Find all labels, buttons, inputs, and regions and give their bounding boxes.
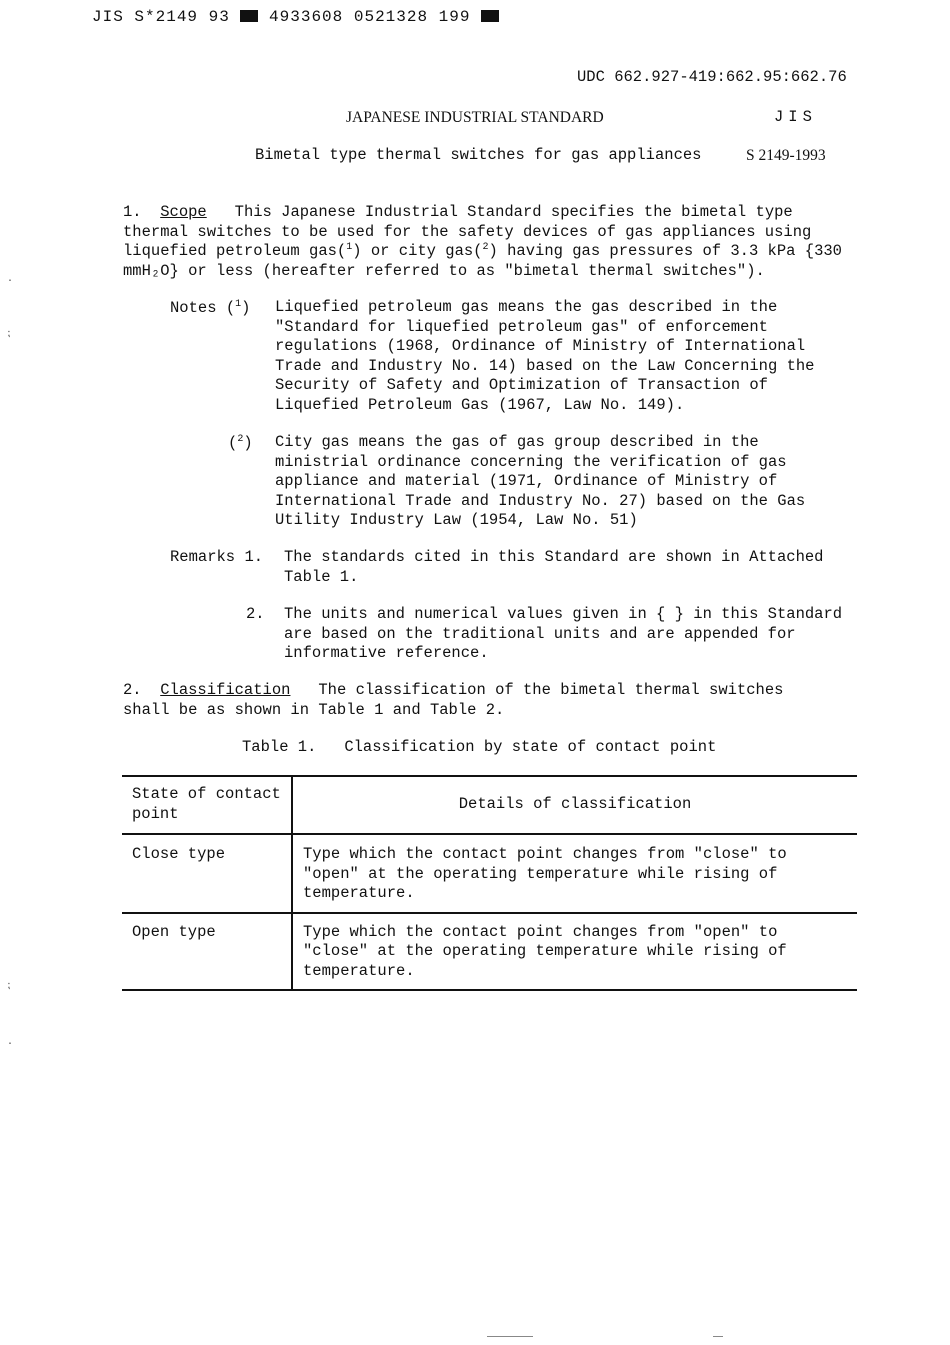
document-code-part-2: 4933608 0521328 199 (269, 8, 471, 26)
header-state: State of contact point (122, 776, 292, 834)
classification-paragraph (123, 681, 823, 720)
notes-label: Notes ($^1$) (170, 299, 251, 317)
remarks-label-text: Remarks (170, 548, 236, 566)
scope-paragraph (123, 203, 843, 281)
table-row (122, 913, 857, 991)
row-details: Type which the contact point changes from "close" to "open" at the operating temperature while rising of temperature. (303, 845, 787, 902)
standard-subject: Bimetal type thermal switches for gas appliances (255, 146, 702, 164)
classification-number: 2. (123, 681, 142, 699)
classification-table (122, 775, 857, 991)
margin-speck: ⁏ (7, 981, 11, 992)
header-details: Details of classification (458, 795, 692, 814)
margin-speck: · (7, 276, 14, 287)
remarks-label (170, 548, 263, 568)
row-state: Open type (122, 913, 292, 991)
footer-rule (713, 1336, 723, 1337)
redaction-block-icon (481, 10, 499, 22)
standard-number: S 2149-1993 (746, 147, 826, 164)
scope-number: 1. (123, 203, 142, 221)
scope-text-b: ) or city gas( (352, 242, 483, 260)
note-2-marker: ($^2$) (228, 434, 253, 452)
row-details: Type which the contact point changes from "open" to "close" at the operating temperature while rising of temperature. (303, 922, 787, 980)
remark-1-text: The standards cited in this Standard are shown in Attached Table 1. (284, 548, 824, 586)
table1-caption: Table 1. Classification by state of contact point (242, 738, 717, 756)
row-state: Close type (122, 834, 292, 913)
note-1-text: Liquefied petroleum gas means the gas described in the "Standard for liquefied petroleum gas" of enforcement regulations (1968, Ordinance of Ministry of International Trade and Industry No. 14) based on the Law Concerning the Security of Safety and Optimization of Transaction of Liquefied Petroleum Gas (1967, Law No. 149). (275, 298, 815, 414)
footnote-ref-1: 1 (346, 242, 353, 253)
scope-text-c: ) having gas pressures of 3.3 kPa {330 mmH₂O} or less (hereafter referred to as "bimetal thermal switches"). (123, 242, 842, 280)
scope-heading: Scope (160, 203, 207, 221)
redaction-block-icon (240, 10, 258, 22)
standard-title: JAPANESE INDUSTRIAL STANDARD (346, 109, 604, 126)
scope-text: This Japanese Industrial Standard specifies the bimetal type thermal switches to be used for the safety devices of gas appliances using liquefied petroleum gas( (123, 203, 812, 260)
table-header-row (122, 776, 857, 834)
document-code-line (92, 8, 499, 28)
notes-label-text: Notes (170, 299, 217, 317)
remark-2-number: 2. (246, 605, 265, 623)
remark-1-number: 1. (244, 548, 264, 566)
margin-speck: · (7, 1039, 14, 1050)
document-code-part-1: JIS S*2149 93 (92, 8, 230, 26)
remark-2-text: The units and numerical values given in { } in this Standard are based on the traditional units and are appended for informative reference. (284, 605, 843, 662)
note-1-ref: 1 (235, 299, 242, 310)
classification-text: The classification of the bimetal thermal switches shall be as shown in Table 1 and Table 2. (123, 681, 784, 719)
note-2-ref: 2 (237, 434, 244, 445)
classification-heading: Classification (160, 681, 291, 699)
jis-mark: JIS (774, 108, 817, 126)
note-2-text: City gas means the gas of gas group described in the ministrial ordinance concerning the verification of gas appliance and material (1971, Ordinance of Ministry of International Trade and Industry No. 27) based on the Gas Utility Industry Law (1954, Law No. 51) (275, 433, 806, 529)
footer-rule (487, 1336, 533, 1337)
udc-number: UDC 662.927-419:662.95:662.76 (577, 68, 847, 86)
margin-speck: ⁏ (7, 329, 11, 340)
footnote-ref-2: 2 (482, 242, 489, 253)
table-row (122, 834, 857, 913)
